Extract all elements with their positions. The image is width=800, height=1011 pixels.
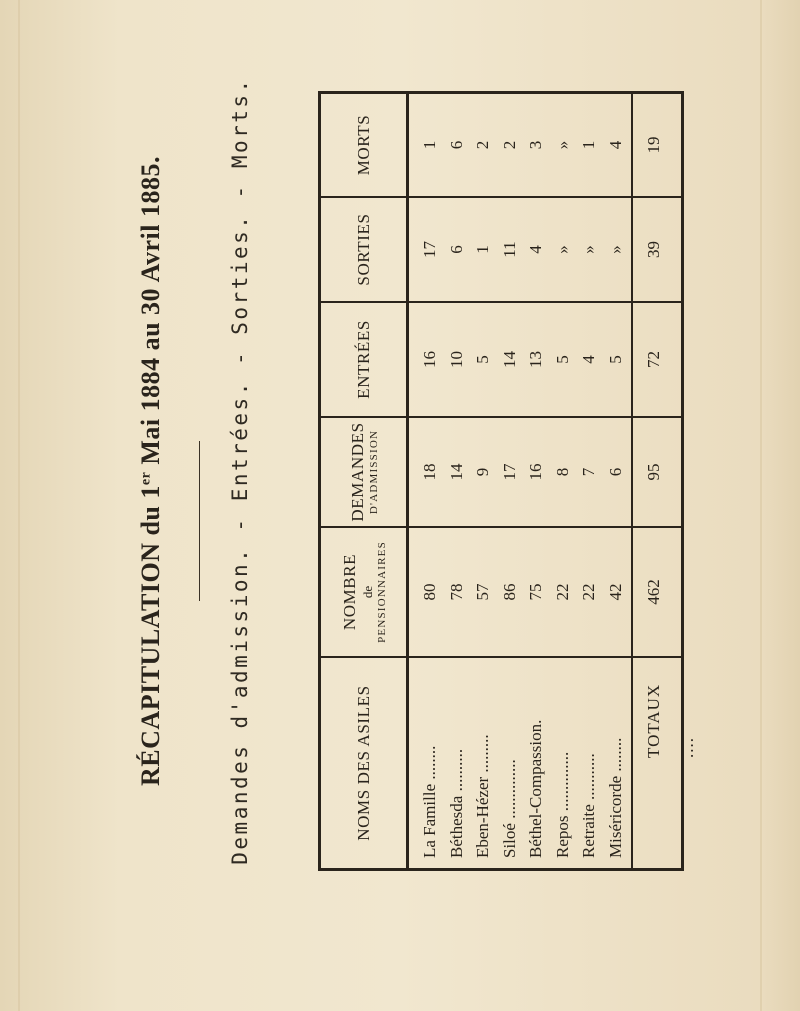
- table-row-name: Siloé ..............: [499, 759, 519, 858]
- table-cell-entrees: 5: [605, 355, 625, 364]
- column-morts: [321, 94, 681, 198]
- table-cell-morts: 2: [499, 140, 519, 150]
- column-pensionnaires: [321, 528, 681, 658]
- title-superscript: er: [138, 471, 154, 486]
- header-sorties-label: SORTIES: [353, 213, 373, 286]
- totals-divider: [631, 658, 633, 868]
- table-cell-sorties: 6: [446, 245, 466, 254]
- total-demandes: 95: [644, 463, 663, 481]
- table-cell-entrees: 13: [526, 351, 545, 368]
- table-cell-sorties: 4: [526, 245, 545, 254]
- table-cell-pension: 80: [420, 583, 439, 601]
- table-cell-sorties: 1: [473, 245, 492, 254]
- column-names: [321, 658, 697, 868]
- table-cell-demandes: 6: [605, 467, 625, 477]
- total-entrees: 72: [644, 351, 663, 368]
- pension-cells: [417, 528, 629, 656]
- total-morts: 19: [644, 136, 663, 154]
- table-cell-sorties: »: [552, 245, 572, 254]
- header-names: [321, 658, 409, 868]
- table-cell-entrees: 4: [579, 355, 598, 364]
- demandes-cells: [417, 418, 629, 526]
- header-admission-label: D'ADMISSION: [367, 429, 380, 515]
- table-cell-pension: 42: [605, 583, 625, 601]
- table-cell-pension: 57: [473, 583, 492, 601]
- names-cells: [417, 658, 629, 868]
- header-pensionnaires: [321, 528, 409, 656]
- table-cell-morts: 2: [473, 140, 492, 150]
- totals-divider: [631, 94, 633, 196]
- table-cell-sorties: »: [605, 245, 625, 254]
- totals-divider: [631, 528, 633, 656]
- table-cell-pension: 86: [499, 583, 519, 601]
- entrees-cells: [417, 303, 629, 416]
- header-pensionnaires-label: PENSIONNAIRES: [375, 541, 388, 643]
- table-cell-demandes: 16: [526, 463, 545, 481]
- header-de: de: [359, 585, 375, 599]
- table-row-name: Béthel-Compassion.: [526, 719, 545, 858]
- totals-divider: [631, 418, 633, 526]
- title-main: RÉCAPITULATION du 1: [136, 485, 165, 786]
- header-morts: [321, 94, 409, 196]
- table-cell-entrees: 5: [552, 355, 572, 364]
- column-demandes: [321, 418, 681, 528]
- table-cell-demandes: 8: [552, 467, 572, 477]
- table-cell-sorties: 17: [420, 241, 439, 258]
- table-cell-entrees: 16: [420, 351, 439, 368]
- sorties-cells: [417, 198, 629, 301]
- table-cell-demandes: 14: [446, 463, 466, 481]
- table-cell-sorties: 11: [499, 241, 519, 258]
- table-cell-sorties: »: [579, 245, 598, 254]
- table-row-name: Béthesda ..........: [446, 748, 466, 858]
- column-sorties: [321, 198, 681, 303]
- table-cell-demandes: 7: [579, 467, 598, 477]
- recap-table: [318, 91, 697, 871]
- total-sorties: 39: [644, 241, 663, 258]
- total-pension: 462: [644, 579, 663, 605]
- table-cell-demandes: 18: [420, 463, 439, 481]
- header-nombre: NOMBRE: [339, 553, 359, 631]
- table-row-name: Miséricorde ........: [605, 737, 625, 858]
- table-cell-morts: 3: [526, 140, 545, 150]
- table-cell-morts: 1: [420, 140, 439, 150]
- page-title: [136, 71, 166, 871]
- table-cell-morts: 4: [605, 140, 625, 150]
- title-rest: Mai 1884 au 30 Avril 1885.: [136, 156, 165, 472]
- table-row-name: La Famille ........: [420, 745, 439, 858]
- table-row-name: Repos ..............: [552, 751, 572, 858]
- header-entrees-label: ENTRÉES: [353, 320, 373, 399]
- table-row-name: Eben-Hézer .........: [473, 734, 492, 858]
- table-row-name: Retraite ...........: [579, 753, 598, 858]
- totals-divider: [631, 198, 633, 301]
- table-cell-morts: 6: [446, 140, 466, 150]
- header-demandes: [321, 418, 409, 526]
- header-sorties: [321, 198, 409, 301]
- table-cell-pension: 22: [579, 583, 598, 601]
- table-cell-entrees: 10: [446, 351, 466, 368]
- table-cell-morts: »: [552, 140, 572, 150]
- table-cell-morts: 1: [579, 140, 598, 150]
- totals-divider: [631, 303, 633, 416]
- totals-label: TOTAUX ....: [644, 683, 697, 758]
- table-cell-demandes: 9: [473, 467, 492, 477]
- table-cell-pension: 75: [526, 583, 545, 601]
- title-divider: [199, 441, 200, 601]
- morts-cells: [417, 94, 629, 196]
- page-subtitle: Demandes d'admission. - Entrées. - Sorties. - Morts.: [228, 77, 252, 865]
- header-names-label: NOMS DES ASILES: [353, 685, 373, 841]
- header-entrees: [321, 303, 409, 416]
- header-demandes-label: DEMANDES: [347, 422, 367, 522]
- header-morts-label: MORTS: [353, 114, 373, 176]
- table-cell-pension: 22: [552, 583, 572, 601]
- table-cell-pension: 78: [446, 583, 466, 601]
- table-cell-demandes: 17: [499, 463, 519, 481]
- table-cell-entrees: 14: [499, 351, 519, 368]
- column-entrees: [321, 303, 681, 418]
- table-cell-entrees: 5: [473, 355, 492, 364]
